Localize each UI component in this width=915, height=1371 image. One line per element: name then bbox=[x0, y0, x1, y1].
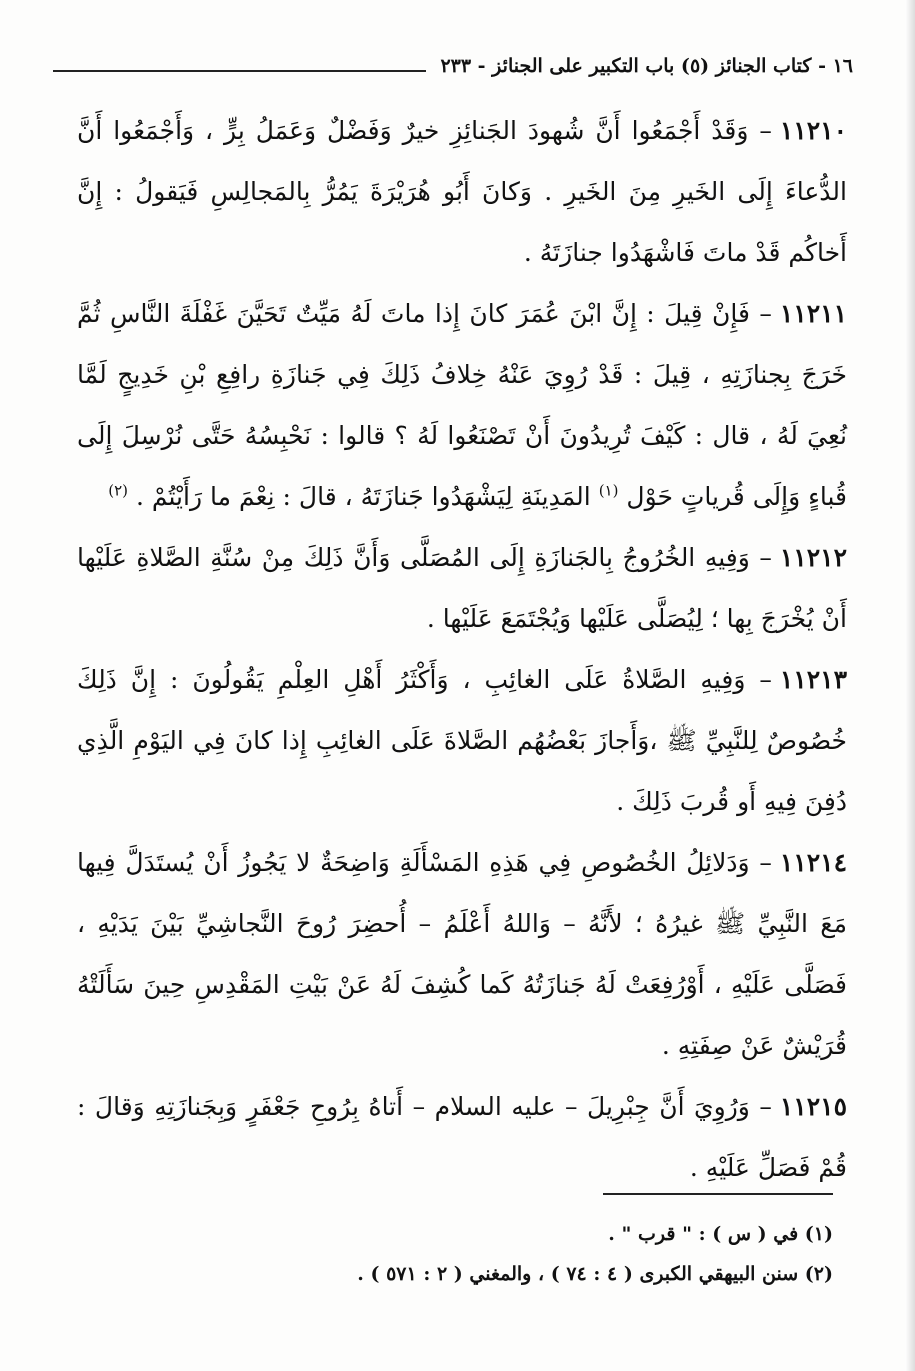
paragraph-text: – وَرُوِيَ أَنَّ جِبْرِيلَ – عليه السلام – أَتاهُ بِرُوحِ جَعْفَرٍ وَبِجَنازَتِهِ وَقالَ : قُمْ فَصَلِّ عَلَيْهِ . bbox=[77, 1092, 847, 1182]
footnote-2: (٢) سنن البيهقي الكبرى ( ٤ : ٧٤ ) ، والمغني ( ٢ : ٥٧١ ) . bbox=[357, 1263, 833, 1285]
running-title: ١٦ - كتاب الجنائز (٥) باب التكبير على الجنائز - ٢٣٣ bbox=[440, 55, 853, 77]
paragraph-number: ١١٢١١ bbox=[779, 299, 847, 328]
page-edge-shadow bbox=[905, 0, 915, 1371]
footnote-1: (١) في ( س ) : " قرب " . bbox=[608, 1223, 833, 1245]
footnote-separator bbox=[603, 1193, 833, 1195]
paragraph-11211 bbox=[77, 283, 847, 527]
paragraph-number: ١١٢١٥ bbox=[779, 1092, 847, 1121]
footnote-ref-1: (١) bbox=[598, 481, 619, 500]
paragraph-number: ١١٢١٢ bbox=[779, 543, 847, 572]
running-header bbox=[53, 46, 853, 86]
footnote-ref-2: (٢) bbox=[108, 481, 129, 500]
paragraph-number: ١١٢١٠ bbox=[779, 116, 847, 145]
paragraph-11210 bbox=[77, 100, 847, 283]
paragraph-text: – وَقَدْ أَجْمَعُوا أَنَّ شُهودَ الجَنائِزِ خيرٌ وَفَضْلٌ وَعَمَلُ بِرٍّ ، وَأَجْمَعُوا أَنَّ الدُّعاءَ إِلَى الخَيرِ مِنَ الخَيرِ . وَكانَ أَبُو هُرَيْرَةَ يَمُرُّ بِالمَجالِسِ فَيَقولُ : إِنَّ أَخاكُم قَدْ ماتَ فَاشْهَدُوا جنازَتَهُ . bbox=[77, 116, 847, 267]
paragraph-number: ١١٢١٣ bbox=[779, 665, 847, 694]
paragraph-text-continued: المَدِينَةِ لِيَشْهَدُوا جَنازَتَهُ ، قالَ : نِعْمَ ما رَأَيْتُمْ . bbox=[135, 482, 591, 511]
paragraph-11215 bbox=[77, 1076, 847, 1198]
paragraph-11213 bbox=[77, 649, 847, 832]
paragraph-text: – وَدَلائِلُ الخُصُوصِ فِي هَذِهِ المَسْأَلَةِ وَاضِحَةٌ لا يَجُوزُ أَنْ يُستَدَلَّ فِيها مَعَ النَّبِيِّ ﷺ غيرُهُ ؛ لأَنَّهُ – وَاللهُ أَعْلَمُ – أُحضِرَ رُوحَ النَّجاشِيِّ بَيْنَ يَدَيْهِ ، فَصَلَّى عَلَيْهِ ، أَوْرُفِعَتْ لَهُ جَنازَتُهُ كَما كُشِفَ لَهُ عَنْ بَيْتِ المَقْدِسِ حِينَ سَأَلَتْهُ قُرَيْشٌ عَنْ صِفَتِهِ . bbox=[77, 848, 847, 1060]
footnotes bbox=[93, 1214, 833, 1294]
paragraph-text: – وَفِيهِ الصَّلاةُ عَلَى الغائِبِ ، وَأَكْثَرُ أَهْلِ العِلْمِ يَقُولُونَ : إِنَّ ذَلِكَ خُصُوصٌ لِلنَّبِيِّ ﷺ ،وَأَجازَ بَعْضُهُم الصَّلاةَ عَلَى الغائِبِ إِذا كانَ فِي اليَوْمِ الَّذِي دُفِنَ فِيهِ أَو قُربَ ذَلِكَ . bbox=[77, 665, 847, 816]
paragraph-text: – فَإِنْ قِيلَ : إِنَّ ابْنَ عُمَرَ كانَ إِذا ماتَ لَهُ مَيِّتٌ تَحَيَّنَ غَفْلَةَ النَّاسِ ثُمَّ خَرَجَ بِجنازَتِهِ ، قِيلَ : قَدْ رُوِيَ عَنْهُ خِلافُ ذَلِكَ فِي جَنازَةِ رافِعِ بْنِ خَدِيجٍ لَمَّا نُعِيَ لَهُ ، قال : كَيْفَ تُرِيدُونَ أَنْ تَصْنَعُوا لَهُ ؟ قالوا : نَحْبِسُهُ حَتَّى نُرْسِلَ إِلَى قُباءٍ وَإِلَى قُرياتٍ حَوْل bbox=[77, 299, 847, 511]
main-text bbox=[77, 100, 847, 1198]
header-rule bbox=[53, 70, 426, 72]
paragraph-text: – وَفِيهِ الخُرُوجُ بِالجَنازَةِ إِلَى المُصَلَّى وَأَنَّ ذَلِكَ مِنْ سُنَّةِ الصَّلاةِ عَلَيْها أَنْ يُخْرَجَ بِها ؛ لِيُصَلَّى عَلَيْها وَيُجْتَمَعَ عَلَيْها . bbox=[77, 543, 847, 633]
paragraph-number: ١١٢١٤ bbox=[779, 848, 847, 877]
paragraph-11214 bbox=[77, 832, 847, 1076]
paragraph-11212 bbox=[77, 527, 847, 649]
